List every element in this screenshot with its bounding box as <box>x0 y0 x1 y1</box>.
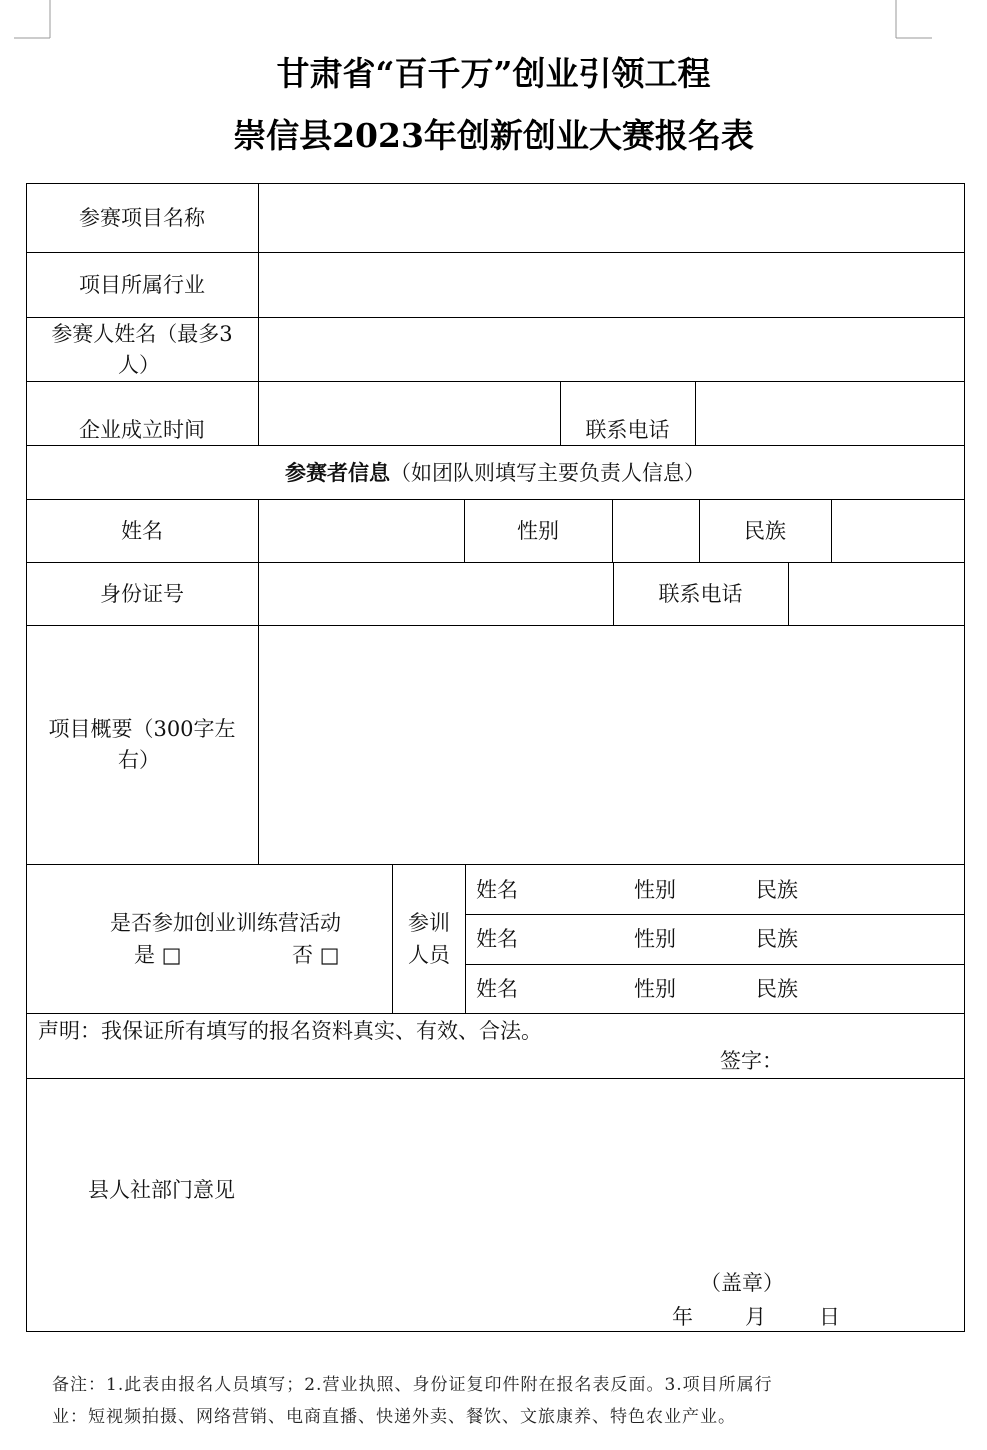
label-participant-names: 参赛人姓名（最多3 <box>51 322 233 346</box>
declaration-text: 声明：我保证所有填写的报名资料真实、有效、合法。 <box>38 1019 542 1043</box>
footnote-line1: 备注：1.此表由报名人员填写；2.营业执照、身份证复印件附在报名表反面。3.项目所属行 <box>52 1375 773 1395</box>
form-title-line1: 甘肃省“百千万”创业引领工程 <box>276 54 711 93</box>
label-name: 姓名 <box>121 519 163 543</box>
seal-label: （盖章） <box>700 1271 784 1295</box>
trainee-name-label: 姓名 <box>476 878 518 902</box>
signature-label: 签字： <box>720 1049 783 1073</box>
trainee-gender-label: 性别 <box>634 977 676 1001</box>
trainee-ethnicity-label: 民族 <box>756 927 798 951</box>
label-company-phone: 联系电话 <box>585 418 670 442</box>
trainee-name-label: 姓名 <box>476 977 518 1001</box>
label-trainees: 参训 <box>408 911 450 935</box>
label-participant-names-cont: 人） <box>118 353 160 377</box>
label-ethnicity: 民族 <box>744 519 786 543</box>
participant-info-header-bold: 参赛者信息 <box>285 460 390 485</box>
footnote-line2: 业：短视频拍摄、网络营销、电商直播、快递外卖、餐饮、文旅康养、特色农业产业。 <box>52 1407 736 1427</box>
label-participant-phone: 联系电话 <box>658 582 743 606</box>
participant-info-header <box>26 458 964 488</box>
label-gender: 性别 <box>517 519 559 543</box>
label-id-number: 身份证号 <box>100 582 184 606</box>
hr-opinion-label: 县人社部门意见 <box>88 1178 235 1202</box>
trainee-ethnicity-label: 民族 <box>756 977 798 1001</box>
date-day-label: 日 <box>819 1305 840 1329</box>
participant-info-header-note: （如团队则填写主要负责人信息） <box>390 461 705 485</box>
trainee-gender-label: 性别 <box>634 878 676 902</box>
label-trainees-cont: 人员 <box>408 943 450 967</box>
label-project-industry: 项目所属行业 <box>79 273 205 297</box>
camp-no-checkbox[interactable]: 否 □ <box>292 943 340 967</box>
label-founding-date: 企业成立时间 <box>79 418 205 442</box>
label-project-summary-cont: 右） <box>118 748 160 772</box>
camp-question: 是否参加创业训练营活动 <box>110 911 341 935</box>
label-project-name: 参赛项目名称 <box>79 206 205 230</box>
trainee-name-label: 姓名 <box>476 927 518 951</box>
form-title-line2: 崇信县2023年创新创业大赛报名表 <box>233 116 754 155</box>
date-month-label: 月 <box>745 1305 766 1329</box>
date-year-label: 年 <box>672 1305 693 1329</box>
trainee-gender-label: 性别 <box>634 927 676 951</box>
camp-yes-checkbox[interactable]: 是 □ <box>134 943 182 967</box>
trainee-ethnicity-label: 民族 <box>756 878 798 902</box>
label-project-summary: 项目概要（300字左 <box>48 717 236 741</box>
